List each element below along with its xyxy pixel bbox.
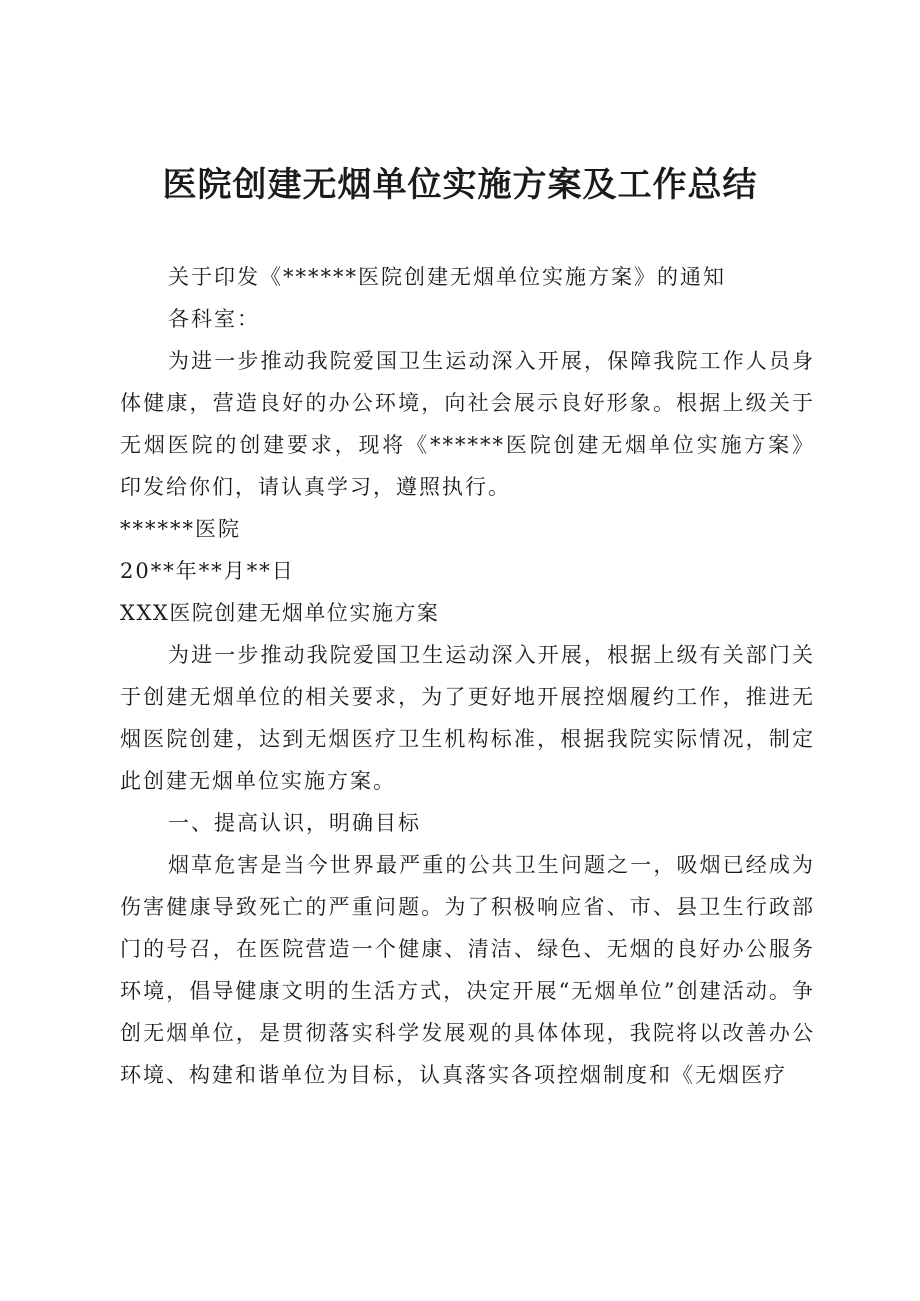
section-one-heading: 一、提高认识，明确目标 xyxy=(168,811,421,835)
document-body xyxy=(120,256,815,1096)
plan-title: XXX医院创建无烟单位实施方案 xyxy=(120,601,440,625)
salutation: 各科室： xyxy=(168,307,260,331)
notice-heading: 关于印发《******医院创建无烟单位实施方案》的通知 xyxy=(168,265,726,289)
date: 20**年**月**日 xyxy=(120,559,295,583)
notice-paragraph: 为进一步推动我院爱国卫生运动深入开展，保障我院工作人员身体健康，营造良好的办公环境，向社会展示良好形象。根据上级关于无烟医院的创建要求，现将《******医院创建无烟单位实施方案》印发给你们，请认真学习，遵照执行。 xyxy=(120,349,815,499)
section-one-paragraph: 烟草危害是当今世界最严重的公共卫生问题之一，吸烟已经成为伤害健康导致死亡的严重问题。为了积极响应省、市、县卫生行政部门的号召，在医院营造一个健康、清洁、绿色、无烟的良好办公服务环境，倡导健康文明的生活方式，决定开展“无烟单位”创建活动。争创无烟单位，是贯彻落实科学发展观的具体体现，我院将以改善办公环境、构建和谐单位为目标，认真落实各项控烟制度和《无烟医疗 xyxy=(120,853,815,1087)
document-title: 医院创建无烟单位实施方案及工作总结 xyxy=(162,165,758,205)
plan-intro-paragraph: 为进一步推动我院爱国卫生运动深入开展，根据上级有关部门关于创建无烟单位的相关要求，为了更好地开展控烟履约工作，推进无烟医院创建，达到无烟医疗卫生机构标准，根据我院实际情况，制定此创建无烟单位实施方案。 xyxy=(120,643,815,793)
signature: ******医院 xyxy=(120,517,241,541)
